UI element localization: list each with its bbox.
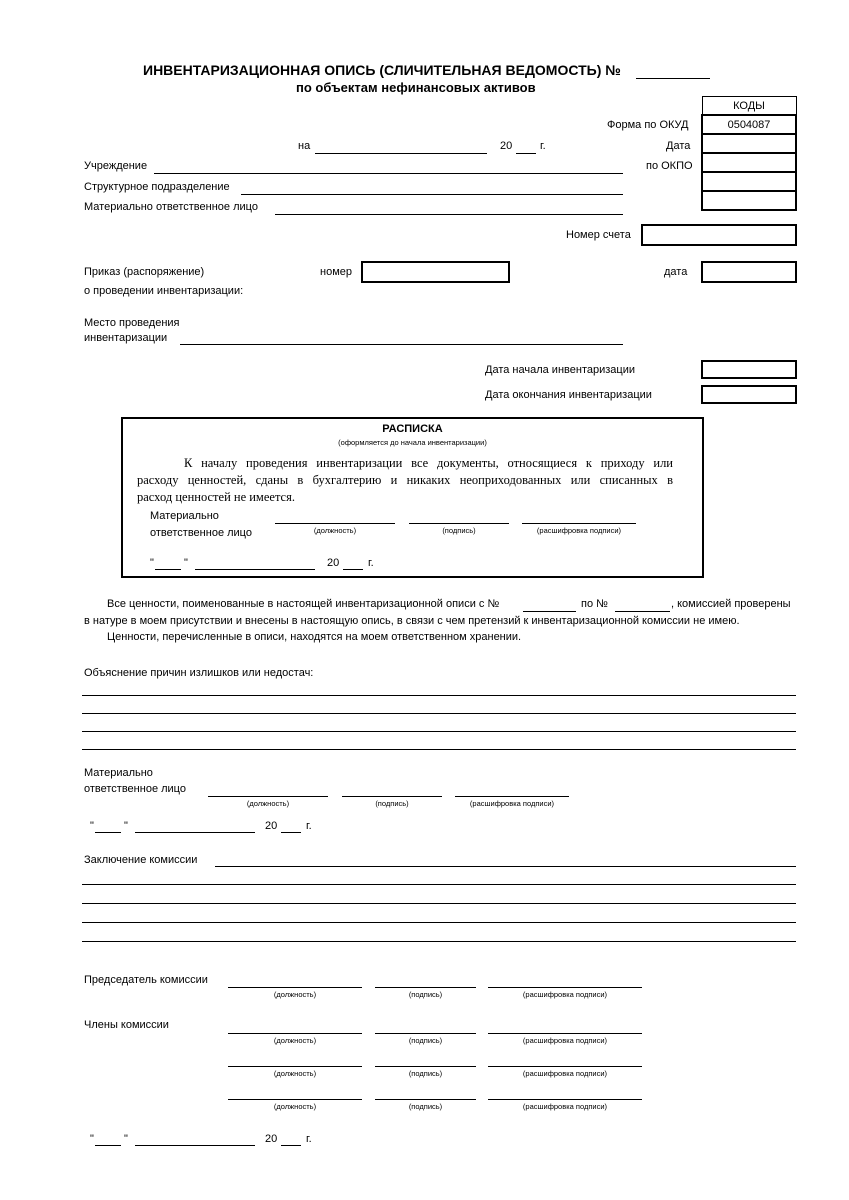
institution-line[interactable] [154, 173, 623, 174]
receipt-signature-caption: (подпись) [442, 526, 476, 535]
receipt-text-1: К началу проведения инвентаризации все документы, относящиеся к приходу или [184, 456, 673, 470]
receipt-day-line[interactable] [155, 569, 181, 570]
responsible2-position-line[interactable] [208, 796, 328, 797]
member2-decoding-line[interactable] [488, 1066, 642, 1067]
member2-signature-caption: (подпись) [408, 1069, 443, 1078]
responsible-line[interactable] [275, 214, 623, 215]
na-label: на [298, 140, 311, 152]
institution-label: Учреждение [84, 160, 148, 172]
responsible2-signature-line[interactable] [342, 796, 442, 797]
okpo-label: по ОКПО [646, 160, 693, 172]
statement-line1-c: , комиссией проверены [671, 598, 791, 610]
responsible2-quote-open: " [90, 820, 94, 832]
statement-line3: Ценности, перечисленные в описи, находятся на моем ответственном хранении. [107, 631, 522, 643]
final-month-line[interactable] [135, 1145, 255, 1146]
explanation-label: Объяснение причин излишков или недостач: [84, 667, 314, 679]
members-label: Члены комиссии [84, 1019, 169, 1031]
receipt-subtitle: (оформляется до начала инвентаризации) [338, 438, 487, 447]
explanation-line[interactable] [82, 749, 796, 750]
statement-from-number-line[interactable] [523, 611, 576, 612]
order-date-box[interactable] [701, 261, 797, 283]
responsible2-signature-caption: (подпись) [375, 799, 409, 808]
responsible2-year-line[interactable] [281, 832, 301, 833]
receipt-position-line[interactable] [275, 523, 395, 524]
conclusion-line[interactable] [82, 903, 796, 904]
member1-signature-caption: (подпись) [408, 1036, 443, 1045]
form-subtitle: по объектам нефинансовых активов [296, 80, 536, 95]
final-year-suffix: г. [306, 1133, 312, 1145]
end-date-box[interactable] [701, 385, 797, 404]
codes-table [701, 96, 797, 211]
receipt-decoding-line[interactable] [522, 523, 636, 524]
codes-header: КОДЫ [702, 97, 796, 116]
form-title: ИНВЕНТАРИЗАЦИОННАЯ ОПИСЬ (СЛИЧИТЕЛЬНАЯ ВЕДОМОСТЬ) № [143, 62, 621, 78]
year-line[interactable] [516, 153, 536, 154]
okud-code: 0504087 [702, 115, 796, 134]
receipt-responsible-2: ответственное лицо [150, 527, 252, 539]
start-date-label: Дата начала инвентаризации [485, 364, 635, 376]
order-date-label: дата [664, 266, 688, 278]
receipt-quote-open: " [150, 557, 154, 569]
account-number-box[interactable] [641, 224, 797, 246]
member1-position-caption: (должность) [273, 1036, 317, 1045]
year-prefix: 20 [500, 140, 513, 152]
explanation-line[interactable] [82, 695, 796, 696]
form-number-line[interactable] [636, 78, 710, 79]
member3-position-line[interactable] [228, 1099, 362, 1100]
year-suffix: г. [540, 140, 546, 152]
chairman-signature-line[interactable] [375, 987, 476, 988]
final-quote-close: " [124, 1133, 128, 1145]
receipt-quote-close: " [184, 557, 188, 569]
member2-decoding-caption: (расшифровка подписи) [522, 1069, 608, 1078]
account-number-label: Номер счета [566, 229, 631, 241]
responsible-label: Материально ответственное лицо [84, 201, 258, 213]
subdivision-label: Структурное подразделение [84, 181, 230, 193]
receipt-signature-line[interactable] [409, 523, 509, 524]
end-date-label: Дата окончания инвентаризации [485, 389, 652, 401]
date-code-cell[interactable] [702, 134, 796, 153]
member2-signature-line[interactable] [375, 1066, 476, 1067]
chairman-signature-caption: (подпись) [408, 990, 443, 999]
responsible2-label-1: Материально [84, 767, 153, 779]
place-label-2: инвентаризации [84, 332, 168, 344]
order-label-2: о проведении инвентаризации: [84, 285, 244, 297]
receipt-year-line[interactable] [343, 569, 363, 570]
order-label-1: Приказ (распоряжение) [84, 266, 205, 278]
conclusion-line[interactable] [82, 922, 796, 923]
date-line[interactable] [315, 153, 487, 154]
receipt-title: РАСПИСКА [382, 423, 443, 435]
responsible2-year-prefix: 20 [265, 820, 278, 832]
member1-decoding-line[interactable] [488, 1033, 642, 1034]
member2-position-line[interactable] [228, 1066, 362, 1067]
member1-position-line[interactable] [228, 1033, 362, 1034]
member3-signature-caption: (подпись) [408, 1102, 443, 1111]
receipt-responsible-1: Материально [150, 510, 219, 522]
start-date-box[interactable] [701, 360, 797, 379]
statement-line1-b: по № [581, 598, 608, 610]
order-number-label: номер [320, 266, 352, 278]
subdivision-line[interactable] [241, 194, 623, 195]
conclusion-line[interactable] [215, 866, 796, 867]
chairman-position-caption: (должность) [273, 990, 317, 999]
member3-decoding-line[interactable] [488, 1099, 642, 1100]
responsible2-quote-close: " [124, 820, 128, 832]
code-cell-5[interactable] [702, 172, 796, 191]
final-day-line[interactable] [95, 1145, 121, 1146]
statement-line2: в натуре в моем присутствии и внесены в настоящую опись, в связи с чем претензий к инвентаризационной комиссии не имею. [84, 615, 740, 627]
conclusion-label: Заключение комиссии [84, 854, 198, 866]
conclusion-line[interactable] [82, 884, 796, 885]
receipt-year-suffix: г. [368, 557, 374, 569]
responsible2-position-caption: (должность) [246, 799, 290, 808]
code-cell-6[interactable] [702, 191, 796, 210]
responsible2-year-suffix: г. [306, 820, 312, 832]
statement-to-number-line[interactable] [615, 611, 670, 612]
responsible2-day-line[interactable] [95, 832, 121, 833]
member3-decoding-caption: (расшифровка подписи) [522, 1102, 608, 1111]
receipt-text-2: расходу ценностей, сданы в бухгалтерию и никаких неоприходованных или списанных в [137, 473, 673, 487]
responsible2-decoding-line[interactable] [455, 796, 569, 797]
responsible2-decoding-caption: (расшифровка подписи) [469, 799, 555, 808]
member3-position-caption: (должность) [273, 1102, 317, 1111]
chairman-label: Председатель комиссии [84, 974, 208, 986]
member2-position-caption: (должность) [273, 1069, 317, 1078]
chairman-decoding-line[interactable] [488, 987, 642, 988]
statement-line1-a: Все ценности, поименованные в настоящей инвентаризационной описи с № [107, 598, 500, 610]
place-line[interactable] [180, 344, 623, 345]
responsible2-label-2: ответственное лицо [84, 783, 186, 795]
receipt-decoding-caption: (расшифровка подписи) [536, 526, 622, 535]
final-year-line[interactable] [281, 1145, 301, 1146]
receipt-position-caption: (должность) [313, 526, 357, 535]
explanation-line[interactable] [82, 731, 796, 732]
okud-label: Форма по ОКУД [607, 119, 689, 131]
member1-decoding-caption: (расшифровка подписи) [522, 1036, 608, 1045]
final-quote-open: " [90, 1133, 94, 1145]
chairman-decoding-caption: (расшифровка подписи) [522, 990, 608, 999]
order-number-box[interactable] [361, 261, 510, 283]
okpo-code-cell[interactable] [702, 153, 796, 172]
responsible2-month-line[interactable] [135, 832, 255, 833]
place-label-1: Место проведения [84, 317, 180, 329]
chairman-position-line[interactable] [228, 987, 362, 988]
conclusion-line[interactable] [82, 941, 796, 942]
explanation-line[interactable] [82, 713, 796, 714]
receipt-month-line[interactable] [195, 569, 315, 570]
receipt-text-3: расход ценностей не имеется. [137, 490, 295, 504]
final-year-prefix: 20 [265, 1133, 278, 1145]
member3-signature-line[interactable] [375, 1099, 476, 1100]
member1-signature-line[interactable] [375, 1033, 476, 1034]
date-code-label: Дата [666, 140, 691, 152]
receipt-year-prefix: 20 [327, 557, 340, 569]
